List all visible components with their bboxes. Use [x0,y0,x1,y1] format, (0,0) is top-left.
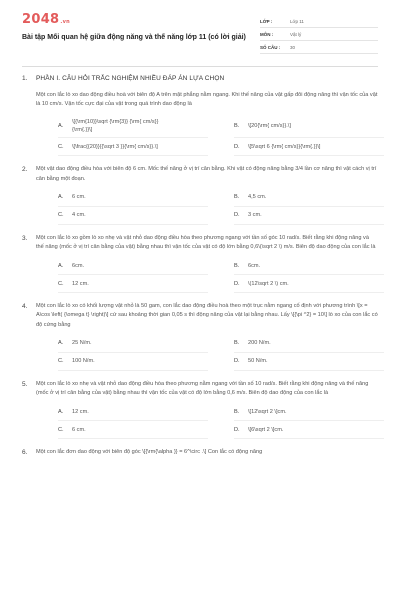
option-letter: A. [58,340,64,347]
document-header [22,12,378,54]
question-text [22,448,378,457]
option-c[interactable] [58,207,208,225]
meta-label: MÔN : [260,31,274,37]
question-body: Một con lắc lò xo nhẹ và vật nhỏ dao động điều hòa theo phương nằm ngang với tần số 10 rad/s. Biết rằng khi động năng và thế năng (mốc ở vị trí cân bằng của vật) bằng nhau thì vận tốc của vật có độ lớn bằng 0,6 m/s. Biên độ dao động của con lắc là [36,380,369,397]
option-letter: B. [234,194,240,201]
option-a[interactable] [58,257,208,275]
option-text [72,118,158,134]
option-letter: B. [234,122,240,129]
question-text [22,302,378,330]
option-text: 6 cm. [72,194,86,201]
meta-row-count [260,41,378,54]
site-logo[interactable] [22,12,247,27]
option-d[interactable] [234,421,384,439]
option-text: 12 cm. [72,280,89,287]
answer-options [58,114,378,156]
option-a[interactable] [58,114,208,138]
option-b[interactable] [234,257,384,275]
section-title: PHẦN I. CÂU HỎI TRẮC NGHIỆM NHIỀU ĐÁP ÁN LỰA CHỌN [36,75,225,82]
option-c[interactable] [58,353,208,371]
option-text: \[12\sqrt 2 \]cm. [248,408,287,415]
question-number: 2. [22,166,28,174]
question-text [22,91,378,109]
option-text: 6cm. [72,262,85,269]
option-letter: B. [234,340,240,347]
option-text: 4,5 cm. [248,194,267,201]
question-body: Một vật dao động điều hòa với biên độ 6 cm. Mốc thế năng ở vị trí cân bằng. Khi vật có động năng bằng 3/4 lần cơ năng thì vật cách vị trí cân bằng một đoạn. [36,166,377,182]
question-text [22,165,378,183]
option-letter: C. [58,143,64,150]
option-d[interactable] [234,138,384,156]
answer-options [58,189,378,225]
option-letter: A. [58,122,64,129]
option-text: 6 cm. [72,426,86,433]
header-left [22,12,247,54]
option-letter: D. [234,280,240,287]
section-heading [22,75,378,82]
option-a[interactable] [58,189,208,207]
option-text: 50 N/m. [248,358,268,365]
option-text: 100 N/m. [72,358,95,365]
question-text [22,380,378,398]
meta-label: LỚP : [260,18,273,24]
option-text-line: \[{\rm{10}}\sqrt {\rm{3}} {\rm{ cm/s}} [72,118,159,125]
option-letter: C. [58,358,64,365]
option-text: 200 N/m. [248,340,271,347]
option-c[interactable] [58,275,208,293]
question-body: Một con lắc lò xo gồm lò xo nhẹ và vật nhỏ dao động điều hòa theo phương ngang với tần số góc 10 rad/s. Biết rằng khi động năng và thế năng (mốc ở vị trí cân bằng của vật) bằng nhau thì vận tốc của vật có độ lớn bằng 0,6\(\sqrt 2 \) m/s. Biên độ dao động của con lắc là [36,234,376,251]
option-letter: D. [234,143,240,150]
option-b[interactable] [234,189,384,207]
option-text: \[6\sqrt 2 \]cm. [248,426,284,433]
option-text: \(12\sqrt 2 \) cm. [248,280,289,287]
option-text-line: {\rm{.}}\] [72,126,93,133]
option-letter: A. [58,408,64,415]
question-body: Một con lắc đơn dao động với biên độ góc \[{\rm{\alpha }} = 6^\circ .\] Con lắc có động năng [36,449,263,456]
answer-options [58,403,378,439]
question-1 [22,91,378,156]
meta-value: Lớp 11 [290,18,304,24]
question-text [22,234,378,252]
question-5 [22,380,378,439]
option-a[interactable] [58,335,208,353]
question-number: 3. [22,234,28,242]
meta-row-class [260,15,378,28]
section-number: 1. [22,75,28,82]
option-d[interactable] [234,353,384,371]
option-b[interactable] [234,403,384,421]
question-3 [22,234,378,293]
option-c[interactable] [58,421,208,439]
question-body: Một con lắc lò xo có khối lượng vật nhỏ là 50 gam, con lắc dao động điều hoà theo một trục nằm ngang cố định với phương trình \[x = A\cos \left( {\omega t} \right)\] cứ sau khoảng thời gian 0,05 s thì động năng của vật lại bằng nhau. Lấy \[{\pi ^2} = 10\] lò xo của con lắc có độ cứng bằng [36,303,378,328]
answer-options [58,257,378,293]
option-letter: D. [234,358,240,365]
answer-options [58,335,378,371]
option-letter: D. [234,426,240,433]
question-number: 5. [22,380,28,388]
question-number: 4. [22,303,28,311]
logo-suffix: .vn [60,19,71,25]
option-d[interactable] [234,207,384,225]
document-title: Bài tập Mối quan hệ giữa động năng và thế năng lớp 11 (có lời giải) [22,34,246,41]
option-b[interactable] [234,335,384,353]
question-2 [22,165,378,224]
meta-value: 30 [290,44,296,50]
option-text: 25 N/m. [72,340,92,347]
option-letter: A. [58,262,64,269]
option-letter: C. [58,280,64,287]
meta-label: SỐ CÂU : [260,44,281,50]
option-letter: B. [234,408,240,415]
option-text: 4 cm. [72,212,86,219]
meta-value: Vật lý [290,31,302,37]
option-text: \[\frac{{20}}{{\sqrt 3 }}{\rm{ cm/s}}.\] [72,143,158,150]
option-text: \[5\sqrt 6 {\rm{ cm/s}}{\rm{.}}\] [248,143,321,150]
option-letter: A. [58,194,64,201]
question-4 [22,302,378,371]
option-text: \[20{\rm{ cm/s}}.\] [248,122,291,129]
meta-row-subject [260,28,378,41]
option-d[interactable] [234,275,384,293]
option-letter: C. [58,212,64,219]
option-letter: C. [58,426,64,433]
option-letter: B. [234,262,240,269]
question-number: 6. [22,449,28,457]
question-6 [22,448,378,457]
option-text: 3 cm. [248,212,262,219]
option-a[interactable] [58,403,208,421]
option-text: 12 cm. [72,408,89,415]
option-c[interactable] [58,138,208,156]
option-text: 6cm. [248,262,261,269]
question-body: Một con lắc lò xo dao động điều hoà với biên độ A trên mặt phẳng nằm ngang. Khi thế năng của vật gấp đôi động năng thì vận tốc của vật là 10 cm/s. Vận tốc cực đại của vật trong quá trình dao động là [36,92,378,108]
logo-text: 2048 [22,12,60,27]
meta-info [260,15,378,54]
header-divider [22,66,378,67]
option-letter: D. [234,212,240,219]
option-b[interactable] [234,114,384,138]
